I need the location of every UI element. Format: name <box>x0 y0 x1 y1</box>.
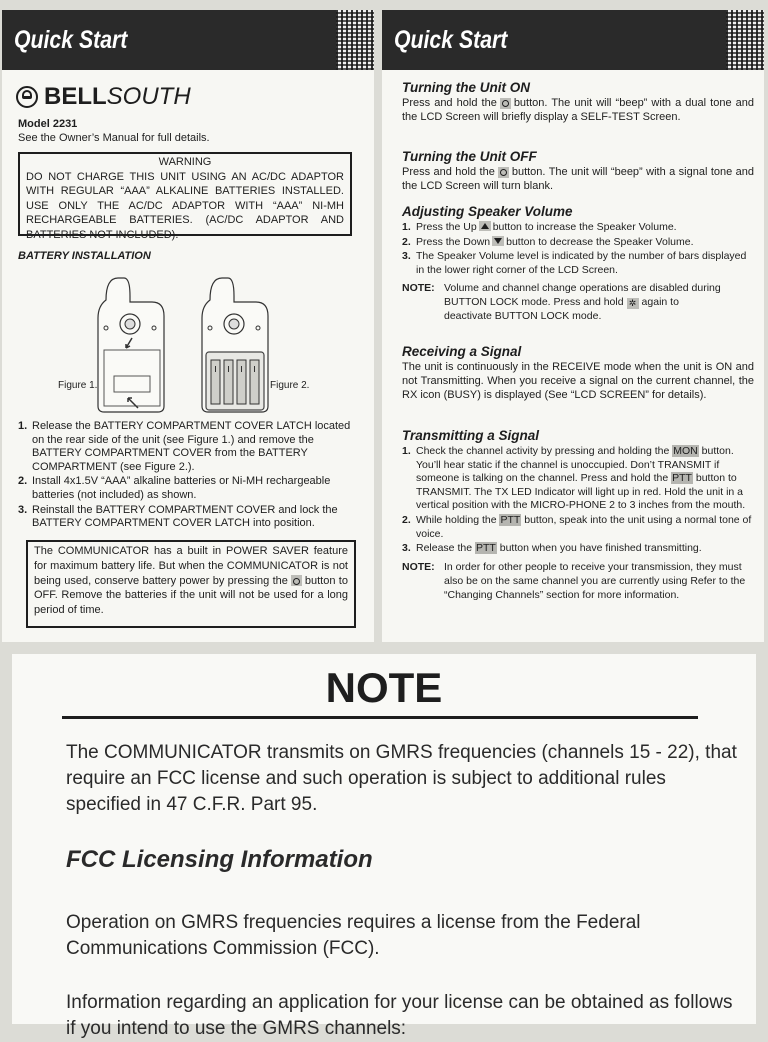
radio-battery-illustration <box>198 268 278 416</box>
power-icon <box>291 575 302 586</box>
power-icon <box>500 98 511 109</box>
fcc-heading: FCC Licensing Information <box>66 846 373 873</box>
model-number: Model 2231 <box>18 118 78 130</box>
warning-title: WARNING <box>158 156 212 168</box>
list-item: 2. Press the Down button to decrease the Speaker Volume. <box>402 235 694 248</box>
page-title: Quick Start <box>394 26 508 54</box>
mon-button-label: MON <box>673 445 698 457</box>
gmrs-paragraph: The COMMUNICATOR transmits on GMRS frequencies (channels 15 - 22), that require an FCC license and such operation is subject to additional rules specified in 47 C.F.R. Part 95. <box>66 742 737 815</box>
ptt-button-label: PTT <box>672 472 692 485</box>
logo-text: BELLSOUTH <box>44 83 191 110</box>
power-icon <box>498 167 509 178</box>
header-bar <box>382 10 764 70</box>
section-heading: Turning the Unit OFF <box>402 149 537 164</box>
list-item: 3. The Speaker Volume level is indicated by the number of bars displayed in the lower right corner of the LCD Screen. <box>402 250 747 276</box>
section-receiving <box>402 344 754 402</box>
list-item: 2. While holding the PTT button, speak into the unit using a normal tone of voice. <box>402 513 752 540</box>
up-arrow-icon <box>479 221 491 231</box>
transmit-note: NOTE: In order for other people to receive your transmission, they must also be on the same channel you are currently using Refer to the “Changing Channels” section for more information. <box>402 560 746 601</box>
section-turning-off <box>402 149 754 194</box>
power-saver-box: The COMMUNICATOR has a built in POWER SAVER feature for maximum battery life. But when the COMMUNICATOR is not being used, conserve battery power by pressing the button to OFF. Remove the batteries if the unit will not be used for a long period of time. <box>26 540 356 628</box>
right-page <box>382 10 764 642</box>
qr-code-graphic <box>726 10 764 70</box>
owners-manual-note: See the Owner’s Manual for full details. <box>18 132 210 144</box>
figure-2-battery-compartment <box>198 268 278 416</box>
battery-installation-heading: BATTERY INSTALLATION <box>18 250 151 262</box>
transmit-steps <box>402 445 754 556</box>
note-title: NOTE <box>325 664 443 711</box>
figure-2-label: Figure 2. <box>270 380 310 391</box>
application-paragraph: Information regarding an application for your license can be obtained as follows if you intend to use the GMRS channels: <box>66 992 733 1039</box>
warning-text: DO NOT CHARGE THIS UNIT USING AN AC/DC ADAPTOR WITH REGULAR “AAA” ALKALINE BATTERIES INSTALLED. USE ONLY THE AC/DC ADAPTOR WITH “AAA” NI-MH RECHARGEABLE BATTERIES. (AC/DC ADAPTOR AND BATTERIES NOT INCLUDED). <box>26 170 344 241</box>
section-heading: Adjusting Speaker Volume <box>402 204 573 219</box>
qr-code-graphic <box>336 10 374 70</box>
lock-key-icon: ✲ <box>627 298 639 309</box>
divider <box>62 716 698 719</box>
list-item: 1. Release the BATTERY COMPARTMENT COVER LATCH located on the rear side of the unit (see Figure 1.) and remove the BATTERY COMPARTMENT COVER from the BATTERY COMPARTMENT (see Figure 2.). <box>18 420 351 473</box>
header-bar <box>2 10 374 70</box>
section-speaker-volume <box>402 204 754 323</box>
page-title: Quick Start <box>14 26 128 54</box>
section-heading: Receiving a Signal <box>402 344 522 359</box>
section-heading: Transmitting a Signal <box>402 428 540 443</box>
list-item: 3. Reinstall the BATTERY COMPARTMENT COVER and lock the BATTERY COMPARTMENT COVER LATCH into position. <box>18 503 338 530</box>
section-text: The unit is continuously in the RECEIVE mode when the unit is ON and not Transmitting. When you receive a signal on the current channel, the RX icon (BUSY) is displayed (See “LCD SCREEN” for details). <box>402 361 754 401</box>
section-text: Press and hold the button. The unit will “beep” with a signal tone and the LCD Screen will turn blank. <box>402 166 754 192</box>
section-text: Press and hold the button. The unit will “beep” with a dual tone and the LCD Screen will briefly display a SELF-TEST Screen. <box>402 97 754 123</box>
down-arrow-icon <box>492 236 504 246</box>
figure-1-label: Figure 1. <box>58 380 98 391</box>
figure-1-rear-view <box>94 268 174 416</box>
ptt-button-label: PTT <box>500 513 521 526</box>
volume-steps <box>402 221 754 277</box>
section-heading: Turning the Unit ON <box>402 80 530 95</box>
ptt-button-label: PTT <box>475 542 496 555</box>
warning-box <box>18 152 352 241</box>
section-turning-on <box>402 80 754 125</box>
fcc-note-page <box>12 654 756 1039</box>
section-transmitting <box>402 428 754 602</box>
bell-icon <box>16 86 38 108</box>
list-item: 1. Press the Up button to increase the Speaker Volume. <box>402 221 677 233</box>
radio-rear-illustration <box>94 268 174 416</box>
license-paragraph: Operation on GMRS frequencies requires a license from the Federal Communications Commission (FCC). <box>66 912 641 959</box>
volume-note: NOTE: Volume and channel change operations are disabled during BUTTON LOCK mode. Press and hold ✲ again to deactivate BUTTON LOCK mode. <box>402 282 721 323</box>
list-item: 2. Install 4x1.5V “AAA” alkaline batteries or Ni-MH rechargeable batteries (not included) as shown. <box>18 475 331 501</box>
list-item: 3. Release the PTT button when you have finished transmitting. <box>402 542 702 555</box>
list-item: 1. Check the channel activity by pressing and holding the MON button. You’ll hear static if the channel is unoccupied. Don’t TRANSMIT if someone is talking on the channel. Press and hold the PTT button to TRANSMIT. The TX LED Indicator will light up in red. Hold the unit in a vertical position with the MICRO-PHONE 2 to 3 inches from the mouth. <box>402 445 746 512</box>
battery-steps <box>18 420 354 532</box>
left-page <box>2 10 374 642</box>
